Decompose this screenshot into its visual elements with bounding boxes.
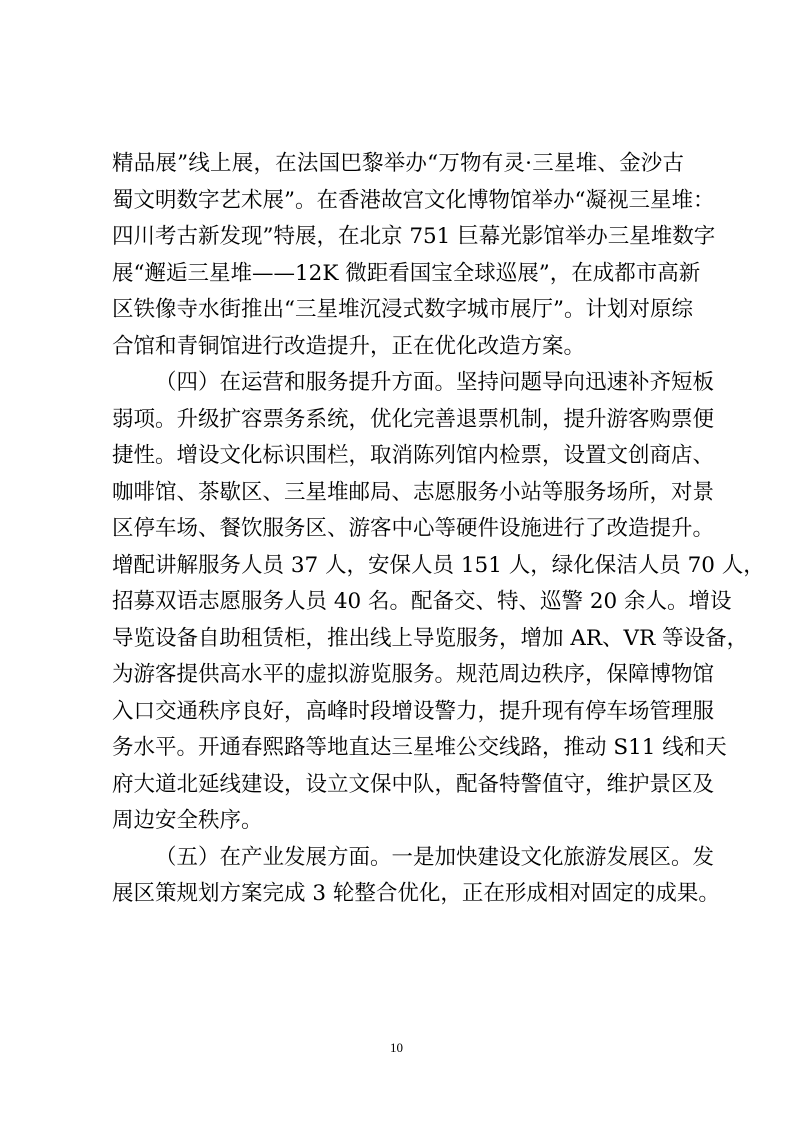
text-line: 合馆和青铜馆进行改造提升，正在优化改造方案。 xyxy=(112,333,586,359)
text-line: 增配讲解服务人员 37 人，安保人员 151 人，绿化保洁人员 70 人， xyxy=(112,552,765,578)
text-line: 招募双语志愿服务人员 40 名。配备交、特、巡警 20 余人。增设 xyxy=(112,589,732,614)
text-line: 区停车场、餐饮服务区、游客中心等硬件设施进行了改造提升。 xyxy=(112,516,715,541)
paragraph-operations-services xyxy=(112,365,765,840)
paragraph-industry-development xyxy=(112,840,720,913)
text-line: （五）在产业发展方面。一是加快建设文化旅游发展区。发 xyxy=(155,844,715,870)
text-line: 展区策规划方案完成 3 轮整合优化，正在形成相对固定的成果。 xyxy=(112,881,720,906)
text-line: 入口交通秩序良好，高峰时段增设警力，提升现有停车场管理服 xyxy=(112,698,715,724)
text-line: 弱项。升级扩容票务系统，优化完善退票机制，提升游客购票便 xyxy=(112,406,715,432)
text-line: 咖啡馆、茶歇区、三星堆邮局、志愿服务小站等服务场所，对景 xyxy=(112,479,715,505)
text-line: 精品展”线上展，在法国巴黎举办“万物有灵·三星堆、金沙古 xyxy=(112,151,684,176)
text-line: 为游客提供高水平的虚拟游览服务。规范周边秩序，保障博物馆 xyxy=(112,662,715,687)
text-line: 导览设备自助租赁柜，推出线上导览服务，增加 AR、VR 等设备， xyxy=(112,625,749,651)
text-line: 周边安全秩序。 xyxy=(112,808,263,833)
document-body xyxy=(112,146,765,913)
text-line: 四川考古新发现”特展，在北京 751 巨幕光影馆举办三星堆数字 xyxy=(112,224,716,249)
text-line: 务水平。开通春熙路等地直达三星堆公交线路，推动 S11 线和天 xyxy=(112,735,727,760)
text-line: 府大道北延线建设，设立文保中队，配备特警值守，维护景区及 xyxy=(112,771,715,797)
text-line: 蜀文明数字艺术展”。在香港故宫文化博物馆举办“凝视三星堆： xyxy=(112,187,715,213)
text-line: 区铁像寺水街推出“三星堆沉浸式数字城市展厅”。计划对原综 xyxy=(112,297,693,322)
text-line: 捷性。增设文化标识围栏，取消陈列馆内检票，设置文创商店、 xyxy=(112,443,715,468)
page-number: 10 xyxy=(390,1040,403,1055)
text-line: （四）在运营和服务提升方面。坚持问题导向迅速补齐短板 xyxy=(155,370,715,395)
text-line: 展“邂逅三星堆——12K 微距看国宝全球巡展”，在成都市高新 xyxy=(112,260,701,286)
paragraph-exhibitions xyxy=(112,146,716,365)
